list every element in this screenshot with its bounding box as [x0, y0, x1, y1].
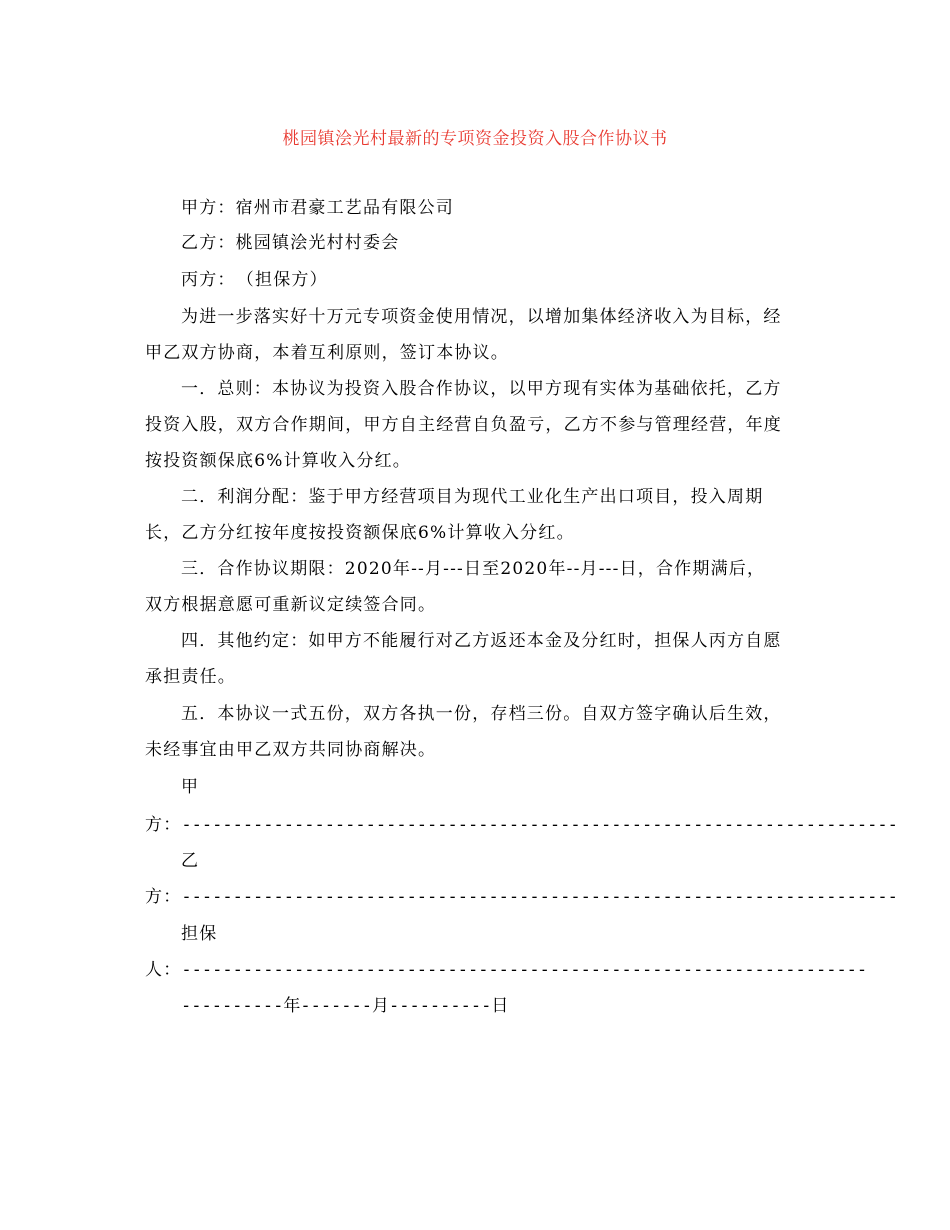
- clause-3-text-1: 三．合作协议期限：2020年--月---日至2020年--月---日，合作期满后，: [181, 559, 766, 579]
- clause-5-text-1: 五．本协议一式五份，双方各执一份，存档三份。自双方签字确认后生效，: [181, 704, 782, 724]
- clause-1-text-3: 按投资额保底6%计算收入分红。: [145, 451, 411, 471]
- party-b-signature-line: ----------------------------------------------------------------------: [181, 887, 898, 907]
- party-a-signature-row: [145, 815, 898, 835]
- document-title: 桃园镇浍光村最新的专项资金投资入股合作协议书: [282, 129, 668, 149]
- clause-2-text-2: 长，乙方分红按年度按投资额保底6%计算收入分红。: [145, 523, 575, 543]
- guarantor-signature-row: [145, 960, 868, 980]
- intro-text-1: 为进一步落实好十万元专项资金使用情况，以增加集体经济收入为目标，经: [181, 307, 782, 327]
- signing-date-line: [181, 996, 846, 1016]
- clause-1-text-2: 投资入股，双方合作期间，甲方自主经营自负盈亏，乙方不参与管理经营，年度: [145, 415, 782, 435]
- party-b-line: 乙方：桃园镇浍光村村委会: [181, 233, 400, 253]
- party-b-signature-label-top: 乙: [181, 851, 200, 871]
- party-a-signature-line: ----------------------------------------------------------------------: [181, 815, 898, 835]
- party-c-line: 丙方： （担保方）: [181, 270, 328, 290]
- party-a-signature-label: 方：: [145, 815, 182, 835]
- guarantor-signature-line: -------------------------------------------------------------------: [181, 960, 868, 980]
- party-b-signature-row: [145, 887, 898, 907]
- clause-4-text-2: 承担责任。: [145, 667, 236, 687]
- clause-5-text-2: 未经事宜由甲乙双方共同协商解决。: [145, 740, 437, 760]
- clause-4-text-1: 四．其他约定：如甲方不能履行对乙方返还本金及分红时，担保人丙方自愿: [181, 631, 782, 651]
- clause-1-text-1: 一．总则：本协议为投资入股合作协议，以甲方现有实体为基础依托，乙方: [181, 379, 782, 399]
- guarantor-signature-label: 人：: [145, 960, 182, 980]
- signing-date: ----------年-------月----------日: [181, 996, 509, 1016]
- party-b-signature-label: 方：: [145, 887, 182, 907]
- intro-text-2: 甲乙双方协商，本着互利原则，签订本协议。: [145, 343, 509, 363]
- party-a-line: 甲方：宿州市君豪工艺品有限公司: [181, 198, 454, 218]
- clause-3-text-2: 双方根据意愿可重新议定续签合同。: [145, 595, 437, 615]
- guarantor-signature-label-top: 担保: [181, 924, 218, 944]
- clause-2-text-1: 二．利润分配：鉴于甲方经营项目为现代工业化生产出口项目，投入周期: [181, 487, 764, 507]
- party-a-signature-label-top: 甲: [181, 777, 200, 797]
